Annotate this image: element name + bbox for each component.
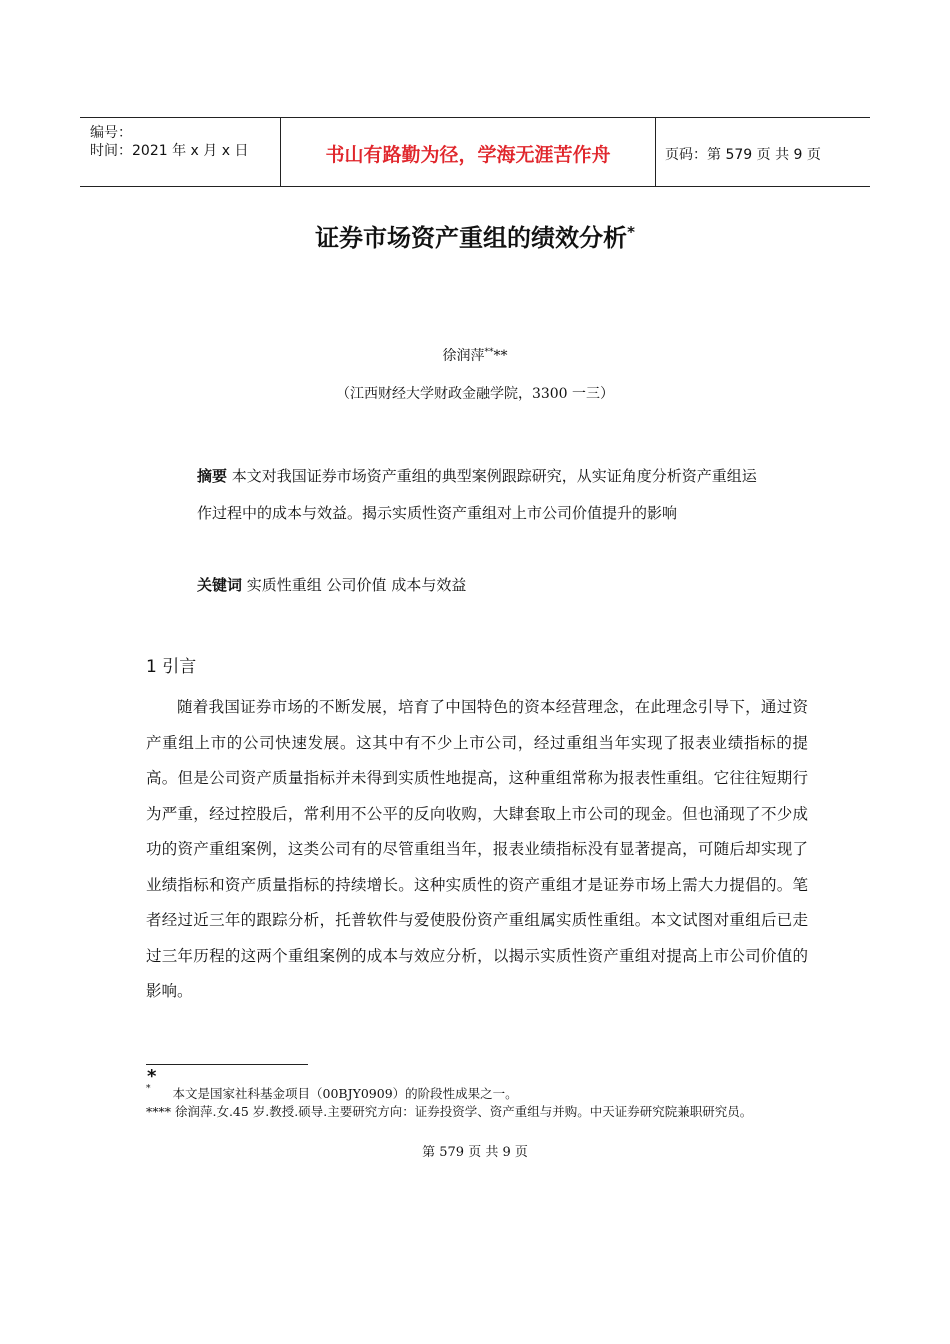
header-info-cell [80,118,280,186]
footnote-1 [146,1084,806,1102]
header-motto-cell [280,118,656,186]
page-code: 页码：第 579 页 共 9 页 [665,147,821,163]
footnote-1-text: 本文是国家社科基金项目（00BJY0909）的阶段性成果之一。 [172,1086,518,1101]
motto-text: 书山有路勤为径，学海无涯苦作舟 [325,144,611,166]
paper-title-text: 证券市场资产重组的绩效分析 [315,224,628,252]
keywords-label: 关键词 [197,576,243,594]
section-heading: 1 引言 [146,657,197,677]
abstract [197,458,762,532]
footnote-1-mark: * [146,1084,151,1094]
author-line [0,345,950,365]
page-footer: 第 579 页 共 9 页 [422,1145,528,1160]
abstract-label: 摘要 [197,467,228,485]
author-footnote-mark: ** [484,347,494,358]
page-header [80,117,870,187]
keywords-text: 实质性重组 公司价值 成本与效益 [242,576,467,594]
footnote-2: **** 徐润萍.女.45 岁.教授.硕导.主要研究方向：证券投资学、资产重组与并购。中天证券研究院兼职研究员。 [146,1104,753,1119]
abstract-text: 本文对我国证券市场资产重组的典型案例跟踪研究，从实证角度分析资产重组运作过程中的成本与效益。揭示实质性资产重组对上市公司价值提升的影响 [197,467,757,522]
author-mark-tail: ** [493,348,508,364]
document-number-label: 编号： [90,125,132,141]
footnote-star: * [147,1066,157,1087]
author-name: 徐润萍 [442,348,485,364]
document-date-label: 时间：2021 年 x 月 x 日 [90,143,249,159]
paper-title [0,218,950,253]
body-paragraph: 随着我国证券市场的不断发展，培育了中国特色的资本经营理念，在此理念引导下，通过资产重组上市的公司快速发展。这其中有不少上市公司，经过重组当年实现了报表业绩指标的提高。但是公司资产质量指标并未得到实质性地提高，这种重组常称为报表性重组。它往往短期行为严重，经过控股后，常利用不公平的反向收购，大肆套取上市公司的现金。但也涌现了不少成功的资产重组案例，这类公司有的尽管重组当年，报表业绩指标没有显著提高，可随后却实现了业绩指标和资产质量指标的持续增长。这种实质性的资产重组才是证券市场上需大力提倡的。笔者经过近三年的跟踪分析，托普软件与爱使股份资产重组属实质性重组。本文试图对重组后已走过三年历程的这两个重组案例的成本与效应分析，以揭示实质性资产重组对提高上市公司价值的影响。 [146,698,808,1000]
title-footnote-mark: * [627,223,635,241]
keywords [197,574,466,595]
author-affiliation: （江西财经大学财政金融学院，3300 一三） [335,386,615,402]
footnote-divider [146,1064,308,1065]
header-page-cell [655,118,870,186]
